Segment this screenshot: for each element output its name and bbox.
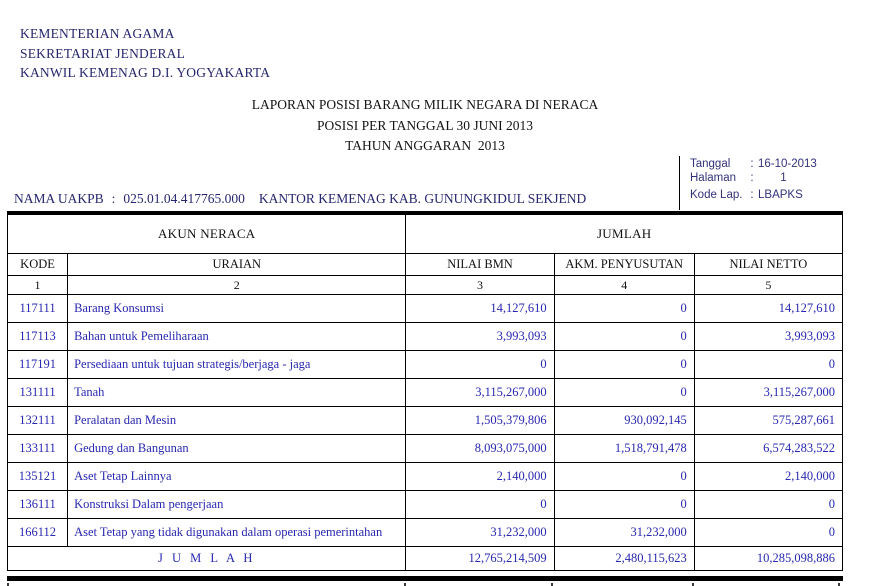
col-header-akm-penyusutan: AKM. PENYUSUTAN <box>554 254 694 276</box>
table-row <box>8 407 843 435</box>
cell-nilai-bmn: 0 <box>406 351 554 379</box>
cell-uraian: Konstruksi Dalam pengerjaan <box>68 491 406 519</box>
cell-kode: 117191 <box>8 351 68 379</box>
group-header-jumlah: JUMLAH <box>406 213 843 254</box>
cell-nilai-bmn: 31,232,000 <box>406 519 554 547</box>
meta-value-kode-lap: LBAPKS <box>758 189 803 201</box>
agency-header <box>20 24 270 83</box>
table-column-header-row <box>8 254 843 276</box>
cell-nilai-bmn: 8,093,075,000 <box>406 435 554 463</box>
meta-colon: : <box>750 189 754 201</box>
table-row <box>8 351 843 379</box>
cell-nilai-netto: 6,574,283,522 <box>694 435 842 463</box>
cell-nilai-bmn: 14,127,610 <box>406 295 554 323</box>
col-header-uraian: URAIAN <box>68 254 406 276</box>
table-row <box>8 435 843 463</box>
report-subtitle-year: TAHUN ANGGARAN 2013 <box>345 138 505 153</box>
meta-label-halaman: Halaman <box>690 171 737 184</box>
cell-uraian: Aset Tetap yang tidak digunakan dalam operasi pemerintahan <box>68 519 406 547</box>
cell-kode: 135121 <box>8 463 68 491</box>
col-number: 5 <box>694 276 842 295</box>
cell-akm-penyusutan: 930,092,145 <box>554 407 694 435</box>
meta-colon: : <box>750 158 754 170</box>
cell-nilai-netto: 0 <box>694 519 842 547</box>
agency-line-3: KANWIL KEMENAG D.I. YOGYAKARTA <box>20 65 271 80</box>
cell-nilai-netto: 575,287,661 <box>694 407 842 435</box>
table-column-number-row <box>8 276 843 295</box>
table-row <box>8 491 843 519</box>
meta-value-tanggal: 16-10-2013 <box>758 158 817 170</box>
table-row <box>8 323 843 351</box>
uakpb-label: NAMA UAKPB <box>14 191 104 206</box>
cell-akm-penyusutan: 0 <box>554 351 694 379</box>
cell-kode: 132111 <box>8 407 68 435</box>
report-meta-box <box>679 156 860 210</box>
table-row <box>8 295 843 323</box>
col-header-nilai-bmn: NILAI BMN <box>406 254 554 276</box>
cell-nilai-netto: 14,127,610 <box>694 295 842 323</box>
cell-kode: 166112 <box>8 519 68 547</box>
cell-kode: 131111 <box>8 379 68 407</box>
meta-label-kode-lap: Kode Lap. <box>690 189 743 201</box>
table-bottom-bar <box>7 576 843 581</box>
cell-akm-penyusutan: 0 <box>554 295 694 323</box>
cell-akm-penyusutan: 1,518,791,478 <box>554 435 694 463</box>
uakpb-code: 025.01.04.417765.000 <box>123 191 245 206</box>
meta-label-tanggal: Tanggal <box>690 158 731 170</box>
table-total-row <box>8 547 843 571</box>
cell-uraian: Peralatan dan Mesin <box>68 407 406 435</box>
uakpb-line <box>14 191 586 207</box>
col-number: 4 <box>554 276 694 295</box>
report-title-block <box>7 95 843 157</box>
cell-kode: 117113 <box>8 323 68 351</box>
total-nilai-netto: 10,285,098,886 <box>694 547 842 571</box>
cell-nilai-bmn: 3,115,267,000 <box>406 379 554 407</box>
cell-kode: 117111 <box>8 295 68 323</box>
cell-kode: 136111 <box>8 491 68 519</box>
cell-uraian: Tanah <box>68 379 406 407</box>
col-header-kode: KODE <box>8 254 68 276</box>
cell-nilai-netto: 2,140,000 <box>694 463 842 491</box>
meta-colon: : <box>750 171 754 184</box>
bmn-table <box>7 211 843 571</box>
cell-uraian: Barang Konsumsi <box>68 295 406 323</box>
report-title: LAPORAN POSISI BARANG MILIK NEGARA DI NERACA <box>251 97 599 112</box>
table-row <box>8 379 843 407</box>
meta-row-tanggal <box>690 158 860 172</box>
cell-uraian: Gedung dan Bangunan <box>68 435 406 463</box>
cell-kode: 133111 <box>8 435 68 463</box>
cell-nilai-bmn: 2,140,000 <box>406 463 554 491</box>
cell-akm-penyusutan: 31,232,000 <box>554 519 694 547</box>
meta-value-halaman: 1 <box>780 171 787 184</box>
cell-nilai-netto: 0 <box>694 491 842 519</box>
total-akm-penyusutan: 2,480,115,623 <box>554 547 694 571</box>
col-header-nilai-netto: NILAI NETTO <box>694 254 842 276</box>
cell-akm-penyusutan: 0 <box>554 323 694 351</box>
table-row <box>8 463 843 491</box>
table-row <box>8 519 843 547</box>
report-subtitle-date: POSISI PER TANGGAL 30 JUNI 2013 <box>316 117 534 133</box>
cell-uraian: Persediaan untuk tujuan strategis/berjaga - jaga <box>68 351 406 379</box>
cell-akm-penyusutan: 0 <box>554 491 694 519</box>
cell-uraian: Bahan untuk Pemeliharaan <box>68 323 406 351</box>
meta-row-kode-lap <box>690 189 860 203</box>
table-group-header-row <box>8 213 843 254</box>
total-nilai-bmn: 12,765,214,509 <box>406 547 554 571</box>
cell-akm-penyusutan: 0 <box>554 463 694 491</box>
col-number: 1 <box>8 276 68 295</box>
agency-line-1: KEMENTERIAN AGAMA <box>20 26 175 41</box>
cell-nilai-bmn: 3,993,093 <box>406 323 554 351</box>
group-header-akun-neraca: AKUN NERACA <box>8 213 406 254</box>
cell-uraian: Aset Tetap Lainnya <box>68 463 406 491</box>
agency-line-2: SEKRETARIAT JENDERAL <box>20 45 186 61</box>
cell-nilai-netto: 3,115,267,000 <box>694 379 842 407</box>
cell-akm-penyusutan: 0 <box>554 379 694 407</box>
cell-nilai-bmn: 1,505,379,806 <box>406 407 554 435</box>
cell-nilai-netto: 3,993,093 <box>694 323 842 351</box>
meta-row-halaman <box>690 172 860 186</box>
cell-nilai-netto: 0 <box>694 351 842 379</box>
total-label: J U M L A H <box>8 547 406 571</box>
col-number: 2 <box>68 276 406 295</box>
col-number: 3 <box>406 276 554 295</box>
cell-nilai-bmn: 0 <box>406 491 554 519</box>
uakpb-name: KANTOR KEMENAG KAB. GUNUNGKIDUL SEKJEND <box>258 191 587 206</box>
uakpb-colon: : <box>111 191 116 206</box>
